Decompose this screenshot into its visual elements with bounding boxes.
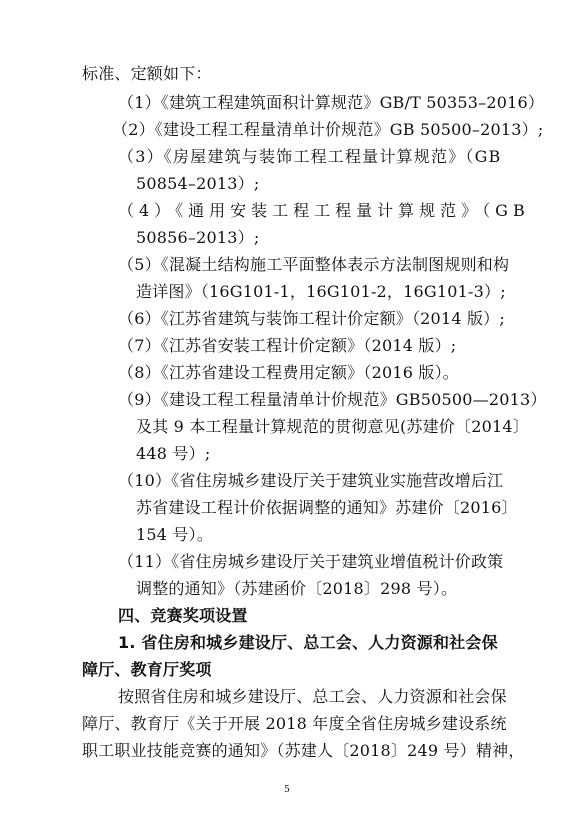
list-item-1: （1）《建筑工程建筑面积计算规范》GB/T 50353–2016） <box>118 93 545 112</box>
page-number: 5 <box>284 785 290 795</box>
list-item-9: （9）《建设工程工程量清单计价规范》GB50500—2013） <box>118 390 547 409</box>
list-item-8: （8）《江苏省建设工程费用定额》（2016 版）。 <box>118 363 459 382</box>
list-item-10-cont-2: 154 号）。 <box>136 525 214 544</box>
paragraph-line-3: 职工职业技能竞赛的通知》（苏建人〔2018〕249 号）精神， <box>82 741 525 760</box>
list-item-5: （5）《混凝土结构施工平面整体表示方法制图规则和构 <box>118 255 510 274</box>
list-item-10-cont-1: 苏省建设工程计价依据调整的通知》苏建价〔2016〕 <box>136 498 518 517</box>
list-item-3-cont: 50854–2013）; <box>136 174 260 193</box>
list-item-3: （3）《房屋建筑与装饰工程工程量计算规范》（GB <box>118 147 502 166</box>
list-item-11-cont: 调整的通知》（苏建函价〔2018〕298 号）。 <box>136 579 458 598</box>
subsection-heading: 1. 省住房和城乡建设厅、总工会、人力资源和社会保 <box>118 633 498 652</box>
list-item-11: （11）《省住房城乡建设厅关于建筑业增值税计价政策 <box>118 552 504 571</box>
list-item-7: （7）《江苏省安装工程计价定额》（2014 版）; <box>118 336 457 355</box>
list-item-4: （4）《通用安装工程工程量计算规范》（GB <box>118 201 530 220</box>
list-item-4-cont: 50856–2013）; <box>136 228 260 247</box>
list-item-2: （2）《建设工程工程量清单计价规范》GB 50500–2013）; <box>112 120 544 139</box>
intro-line: 标准、定额如下： <box>82 64 212 83</box>
subsection-heading-cont: 障厅、教育厅奖项 <box>82 660 212 679</box>
paragraph-line-2: 障厅、教育厅《关于开展 2018 年度全省住房城乡建设系统 <box>82 714 507 733</box>
section-heading: 四、竞赛奖项设置 <box>118 606 248 625</box>
paragraph-line-1: 按照省住房和城乡建设厅、总工会、人力资源和社会保 <box>118 687 507 706</box>
list-item-6: （6）《江苏省建筑与装饰工程计价定额》（2014 版）; <box>118 309 505 328</box>
list-item-9-cont-2: 448 号）; <box>136 444 211 463</box>
list-item-9-cont-1: 及其 9 本工程量计算规范的贯彻意见(苏建价〔2014〕 <box>136 417 529 436</box>
list-item-5-cont: 造详图》（16G101-1，16G101-2，16G101-3）; <box>136 282 506 301</box>
list-item-10: （10）《省住房城乡建设厅关于建筑业实施营改增后江 <box>118 471 504 490</box>
